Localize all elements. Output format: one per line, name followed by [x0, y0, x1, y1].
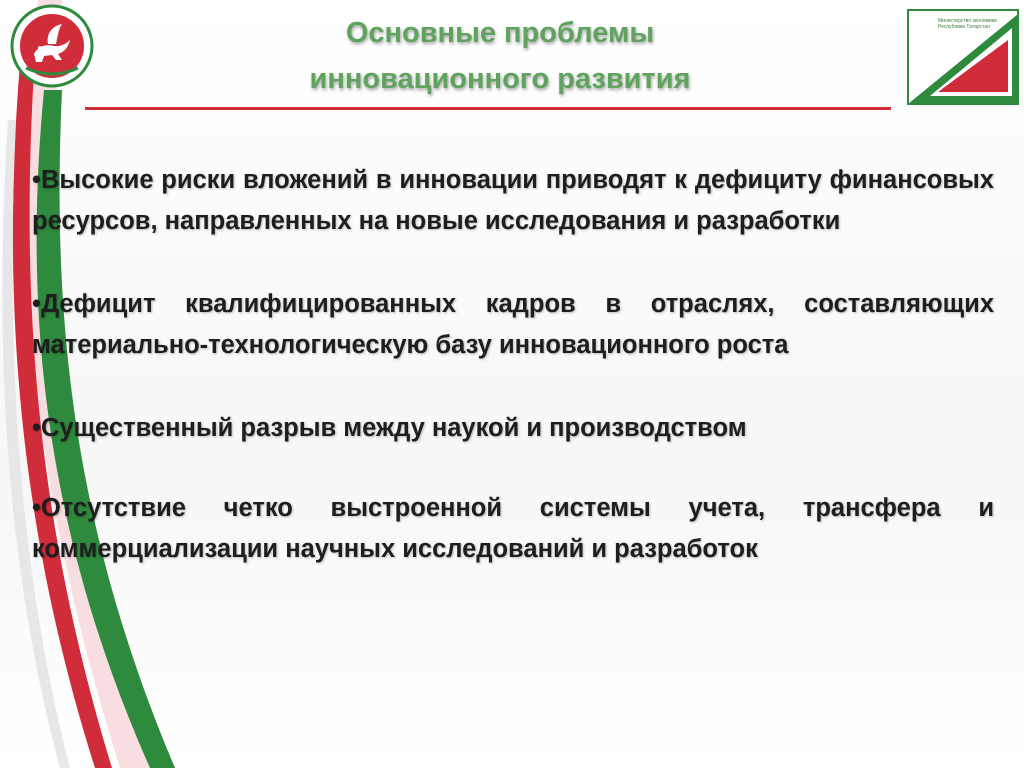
bullet-dot-icon: [32, 414, 41, 442]
bullet-text: Дефицит квалифицированных кадров в отраслях, составляющих материально-технологическую базу инновационного роста: [32, 290, 994, 359]
slide-title-line1: Основные проблемы: [345, 17, 655, 49]
bullet-text: Высокие риски вложений в инновации приводят к дефициту финансовых ресурсов, направленных на новые исследования и разработки: [32, 166, 994, 235]
bullet-dot-icon: [32, 494, 41, 522]
title-underline: [85, 107, 891, 110]
bullet-text: Отсутствие четко выстроенной системы учета, трансфера и коммерциализации научных исследований и разработок: [32, 494, 994, 563]
tatarstan-emblem-icon: [10, 4, 94, 88]
slide-title-line2: инновационного развития: [309, 63, 691, 95]
bullet-text: Существенный разрыв между наукой и производством: [40, 414, 747, 442]
ministry-logo-text: [938, 18, 1012, 30]
ministry-logo-text-line2: Республики Татарстан: [938, 24, 990, 30]
bullet-item: [32, 284, 994, 366]
ministry-economy-logo-icon: [900, 0, 1024, 108]
bullet-list: [32, 160, 994, 612]
bullet-item: [32, 488, 994, 570]
bullet-dot-icon: [32, 166, 41, 194]
ministry-logo-text-line1: Министерство экономики: [938, 18, 997, 24]
bullet-item: [32, 408, 994, 449]
slide-title: [150, 10, 850, 102]
bullet-item: [32, 160, 994, 242]
bullet-dot-icon: [32, 290, 41, 318]
